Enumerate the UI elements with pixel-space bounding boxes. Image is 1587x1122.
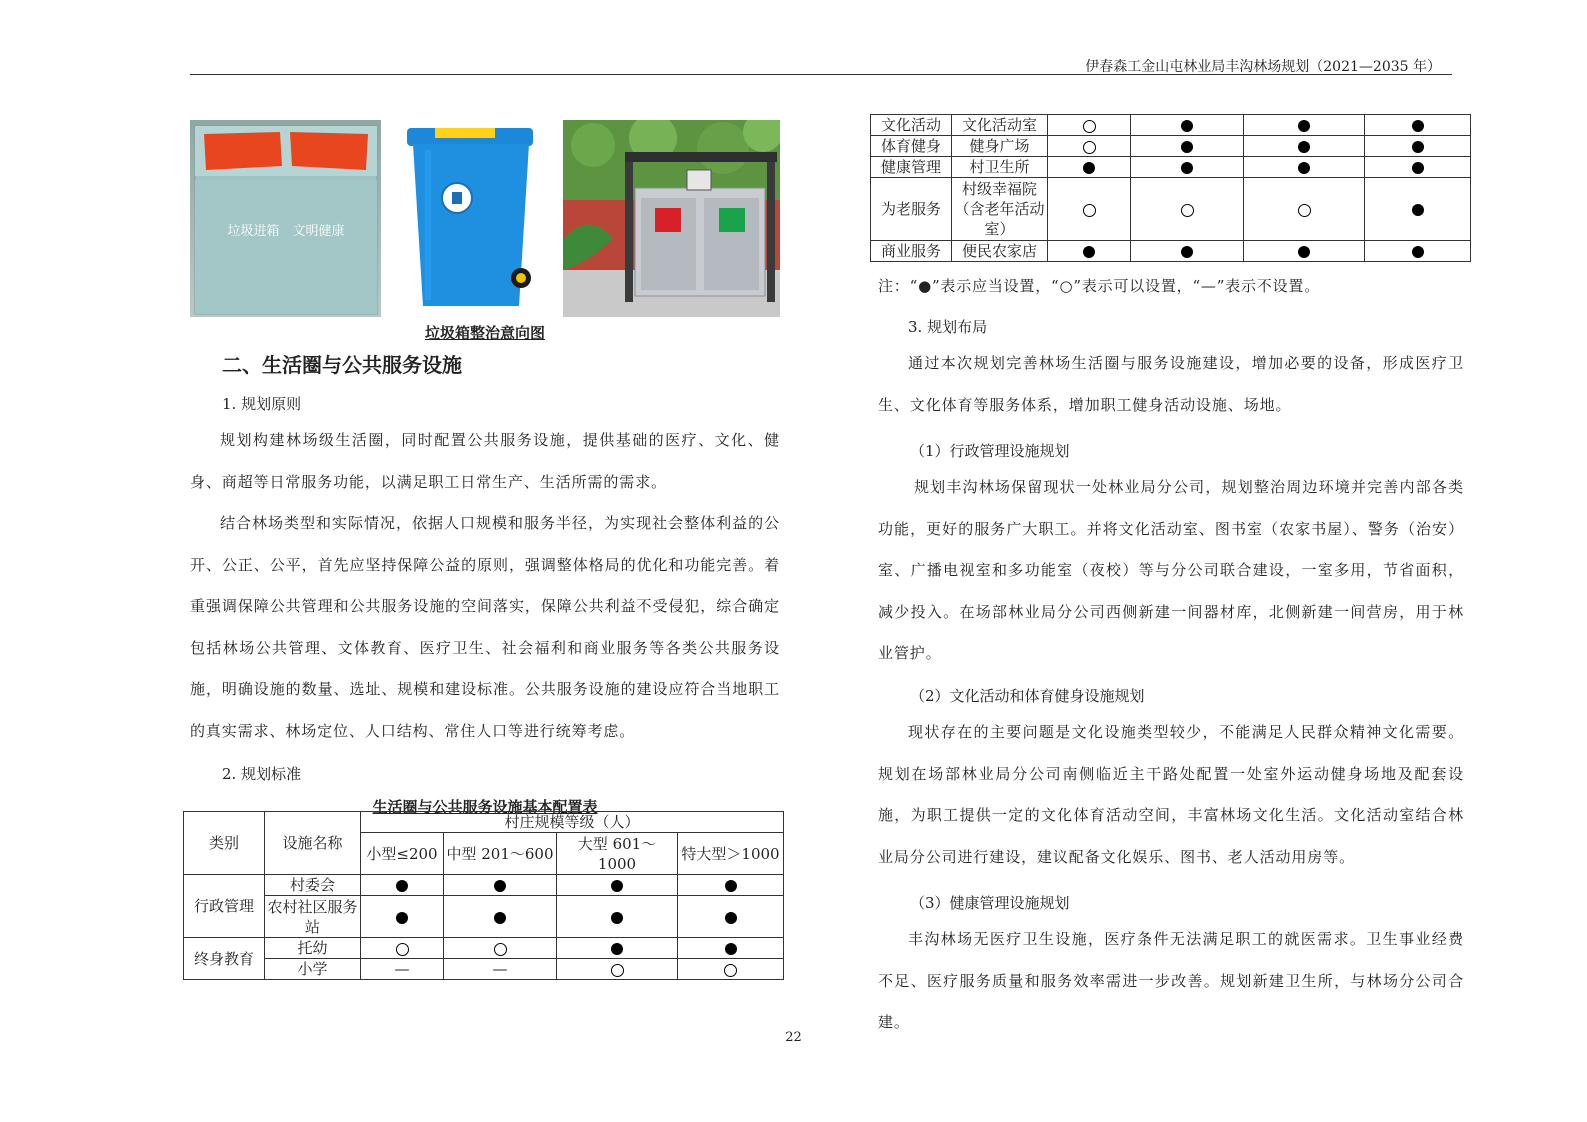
table-row xyxy=(871,157,1471,178)
cell-xlarge xyxy=(678,938,784,959)
cell-large xyxy=(1244,178,1365,241)
filled-dot-icon xyxy=(396,880,408,892)
row-facility: 村卫生所 xyxy=(952,157,1048,178)
hollow-circle-icon xyxy=(1181,204,1194,217)
cell-large xyxy=(557,896,678,938)
cell-small xyxy=(1048,115,1131,136)
running-header: 伊春森工金山屯林业局丰沟林场规划（2021—2035 年） xyxy=(1085,59,1441,75)
subheading-standards: 2. 规划标准 xyxy=(222,765,302,783)
subheading-principles: 1. 规划原则 xyxy=(222,395,302,413)
cell-small xyxy=(361,875,444,896)
row-category: 健康管理 xyxy=(871,157,952,178)
row-facility: 健身广场 xyxy=(952,136,1048,157)
filled-dot-icon xyxy=(1181,162,1193,174)
cell-medium xyxy=(1131,241,1244,262)
cell-xlarge xyxy=(1365,157,1471,178)
filled-dot-icon xyxy=(494,912,506,924)
filled-dot-icon xyxy=(611,912,623,924)
cell-small xyxy=(1048,157,1131,178)
filled-dot-icon xyxy=(494,880,506,892)
table-row xyxy=(871,241,1471,262)
hollow-circle-icon xyxy=(1083,120,1096,133)
hollow-circle-icon xyxy=(611,964,624,977)
filled-dot-icon xyxy=(725,880,737,892)
cell-large xyxy=(557,875,678,896)
row-category: 文化活动 xyxy=(871,115,952,136)
paragraph-principles-1: 规划构建林场级生活圈，同时配置公共服务设施，提供基础的医疗、文化、健身、商超等日常服务功能，以满足职工日常生产、生活所需的需求。 xyxy=(190,431,780,491)
filled-dot-icon xyxy=(1083,162,1095,174)
header-medium: 中型 201～600 xyxy=(444,833,557,875)
filled-dot-icon xyxy=(1298,246,1310,258)
cell-large xyxy=(557,938,678,959)
paragraph-principles-2: 结合林场类型和实际情况，依据人口规模和服务半径，为实现社会整体利益的公开、公正、公平，首先应坚持保障公益的原则，强调整体格局的优化和功能完善。着重强调保障公共管理和公共服务设施的空间落实，保障公共利益不受侵犯，综合确定包括林场公共管理、文体教育、医疗卫生、社会福利和商业服务等各类公共服务设施，明确设施的数量、选址、规模和建设标准。公共服务设施的建设应符合当地职工的真实需求、林场定位、人口结构、常住人口等进行统筹考虑。 xyxy=(190,514,780,740)
photo-blue-bin xyxy=(397,120,545,317)
table-row xyxy=(871,178,1471,241)
filled-dot-icon xyxy=(1181,141,1193,153)
dash-mark: — xyxy=(492,960,508,978)
cell-small xyxy=(1048,241,1131,262)
filled-dot-icon xyxy=(611,943,623,955)
filled-dot-icon xyxy=(1412,141,1424,153)
row-category: 为老服务 xyxy=(871,178,952,241)
cell-medium xyxy=(1131,178,1244,241)
cell-xlarge xyxy=(678,875,784,896)
header-large: 大型 601～1000 xyxy=(557,833,678,875)
row-facility: 小学 xyxy=(265,959,361,980)
cell-large xyxy=(1244,115,1365,136)
cell-small xyxy=(361,938,444,959)
paragraph-health: 丰沟林场无医疗卫生设施，医疗条件无法满足职工的就医需求。卫生事业经费不足、医疗服务质量和服务效率需进一步改善。规划新建卫生所，与林场分公司合建。 xyxy=(878,930,1464,1031)
cell-medium xyxy=(444,875,557,896)
cell-medium xyxy=(444,896,557,938)
table-title: 生活圈与公共服务设施基本配置表 xyxy=(372,798,598,816)
filled-dot-icon xyxy=(1181,246,1193,258)
table-row xyxy=(871,115,1471,136)
row-category: 行政管理 xyxy=(184,875,265,938)
filled-dot-icon xyxy=(396,912,408,924)
cell-medium xyxy=(1131,136,1244,157)
image-caption: 垃圾箱整治意向图 xyxy=(424,324,545,342)
filled-dot-icon xyxy=(1412,120,1424,132)
filled-dot-icon xyxy=(725,943,737,955)
table-row xyxy=(184,896,784,938)
header-category: 类别 xyxy=(184,812,265,875)
filled-dot-icon xyxy=(1298,120,1310,132)
cell-small xyxy=(1048,178,1131,241)
filled-dot-icon xyxy=(1181,120,1193,132)
table-row xyxy=(184,959,784,980)
filled-dot-icon xyxy=(1412,162,1424,174)
subheading-health: （3）健康管理设施规划 xyxy=(910,894,1070,912)
paragraph-layout: 通过本次规划完善林场生活圈与服务设施建设，增加必要的设备，形成医疗卫生、文化体育等服务体系，增加职工健身活动设施、场地。 xyxy=(878,354,1464,414)
cell-xlarge xyxy=(1365,115,1471,136)
hollow-circle-icon xyxy=(1083,204,1096,217)
header-scale: 村庄规模等级（人） xyxy=(361,812,784,833)
row-facility: 农村社区服务站 xyxy=(265,896,361,938)
row-facility: 村委会 xyxy=(265,875,361,896)
header-small: 小型≤200 xyxy=(361,833,444,875)
cell-small xyxy=(361,959,444,980)
config-table-left xyxy=(183,811,784,980)
config-table-right xyxy=(870,114,1471,262)
page-number: 22 xyxy=(785,1030,802,1045)
section-title: 二、生活圈与公共服务设施 xyxy=(222,353,462,377)
paragraph-culture: 现状存在的主要问题是文化设施类型较少，不能满足人民群众精神文化需要。规划在场部林业局分公司南侧临近主干路处配置一处室外运动健身场地及配套设施，为职工提供一定的文化体育活动空间，丰富林场文化生活。文化活动室结合林业局分公司进行建设，建议配备文化娱乐、图书、老人活动用房等。 xyxy=(878,723,1464,866)
hollow-circle-icon xyxy=(724,964,737,977)
cell-xlarge xyxy=(1365,136,1471,157)
cell-xlarge xyxy=(678,896,784,938)
cell-medium xyxy=(444,959,557,980)
subheading-layout: 3. 规划布局 xyxy=(908,318,988,336)
hollow-circle-icon xyxy=(396,943,409,956)
header-facility: 设施名称 xyxy=(265,812,361,875)
cell-large xyxy=(1244,136,1365,157)
subheading-admin: （1）行政管理设施规划 xyxy=(910,442,1070,460)
filled-dot-icon xyxy=(1298,162,1310,174)
cell-small xyxy=(361,896,444,938)
subheading-culture: （2）文化活动和体育健身设施规划 xyxy=(910,687,1145,705)
cell-large xyxy=(557,959,678,980)
dash-mark: — xyxy=(394,960,410,978)
table-note: 注：“●”表示应当设置，“○”表示可以设置，“—”表示不设置。 xyxy=(878,277,1320,295)
row-category: 商业服务 xyxy=(871,241,952,262)
table-row xyxy=(184,938,784,959)
filled-dot-icon xyxy=(725,912,737,924)
table-row xyxy=(184,875,784,896)
table-row xyxy=(871,136,1471,157)
hollow-circle-icon xyxy=(1298,204,1311,217)
cell-medium xyxy=(1131,157,1244,178)
hollow-circle-icon xyxy=(1083,141,1096,154)
row-category: 终身教育 xyxy=(184,938,265,980)
cell-large xyxy=(1244,157,1365,178)
bin-slogan: 垃圾进箱 文明健康 xyxy=(227,224,345,239)
photo-recycling-station xyxy=(563,120,780,317)
photo-green-bin xyxy=(190,120,381,317)
hollow-circle-icon xyxy=(494,943,507,956)
cell-xlarge xyxy=(1365,178,1471,241)
row-category: 体育健身 xyxy=(871,136,952,157)
cell-small xyxy=(1048,136,1131,157)
filled-dot-icon xyxy=(1298,141,1310,153)
cell-xlarge xyxy=(1365,241,1471,262)
cell-large xyxy=(1244,241,1365,262)
header-rule xyxy=(190,74,1452,75)
filled-dot-icon xyxy=(1083,246,1095,258)
cell-medium xyxy=(444,938,557,959)
filled-dot-icon xyxy=(1412,246,1424,258)
row-facility: 村级幸福院（含老年活动室） xyxy=(952,178,1048,241)
cell-medium xyxy=(1131,115,1244,136)
row-facility: 文化活动室 xyxy=(952,115,1048,136)
header-xlarge: 特大型＞1000 xyxy=(678,833,784,875)
cell-xlarge xyxy=(678,959,784,980)
paragraph-admin: 规划丰沟林场保留现状一处林业局分公司，规划整治周边环境并完善内部各类功能，更好的服务广大职工。并将文化活动室、图书室（农家书屋）、警务（治安）室、广播电视室和多功能室（夜校）等与分公司联合建设，一室多用，节省面积，减少投入。在场部林业局分公司西侧新建一间器材库，北侧新建一间营房，用于林业管护。 xyxy=(878,478,1464,662)
filled-dot-icon xyxy=(611,880,623,892)
row-facility: 便民农家店 xyxy=(952,241,1048,262)
filled-dot-icon xyxy=(1412,204,1424,216)
row-facility: 托幼 xyxy=(265,938,361,959)
